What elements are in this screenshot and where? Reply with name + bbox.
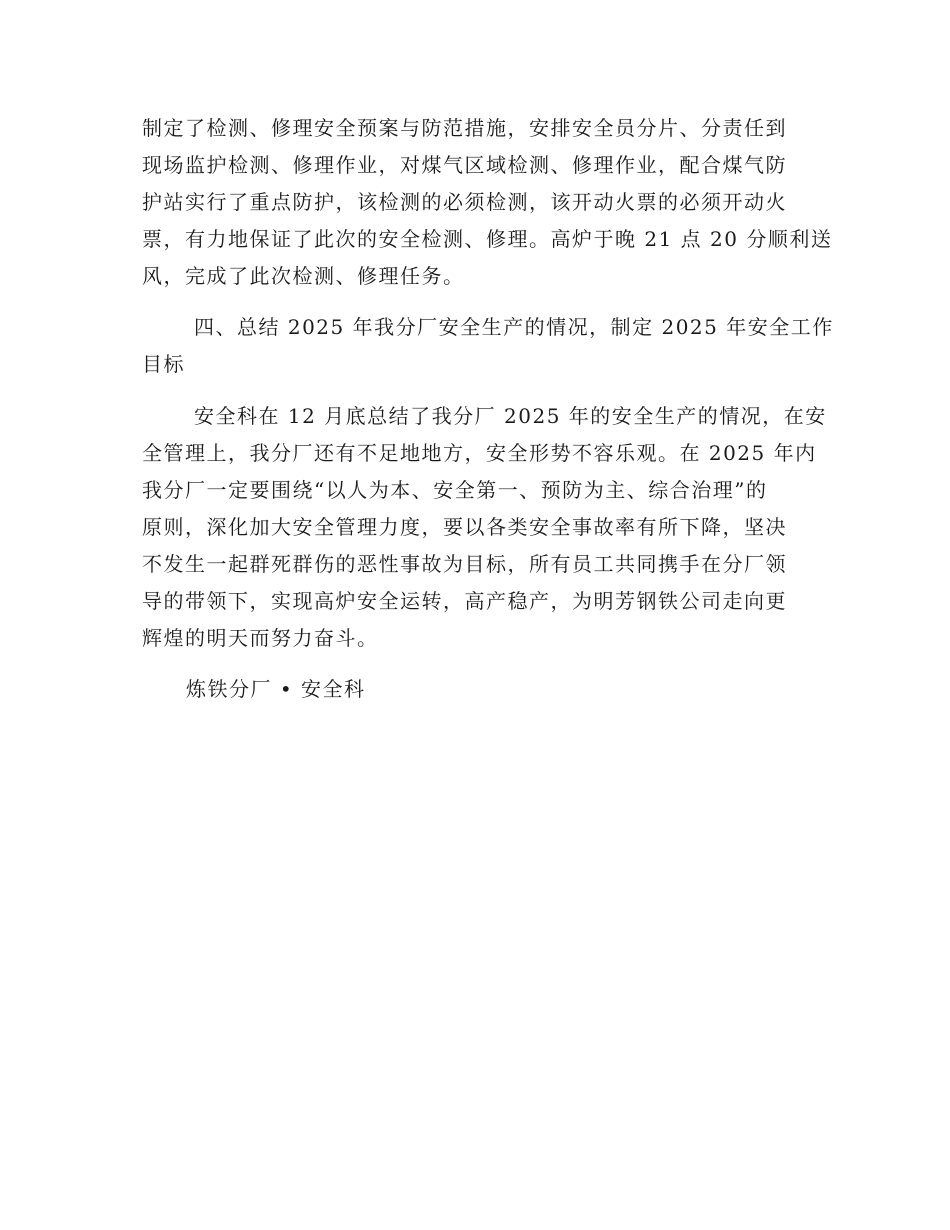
text-line: 不发生一起群死群伤的恶性事故为目标，所有员工共同携手在分厂领 — [142, 552, 787, 576]
body-paragraph-continued — [142, 110, 833, 295]
signature — [186, 671, 856, 708]
text-line: 辉煌的明天而努力奋斗。 — [142, 626, 379, 650]
text-line: 票，有力地保证了此次的安全检测、修理。高炉于晚 21 点 20 分顺利送 — [142, 227, 833, 251]
text-line: 现场监护检测、修理作业，对煤气区域检测、修理作业，配合煤气防 — [142, 153, 787, 177]
text-line: 护站实行了重点防护，该检测的必须检测，该开动火票的必须开动火 — [142, 190, 787, 214]
body-paragraph — [142, 398, 827, 657]
text-line: 我分厂一定要围绕“以人为本、安全第一、预防为主、综合治理”的 — [142, 478, 768, 502]
text-line: 风，完成了此次检测、修理任务。 — [142, 264, 465, 288]
text-line: 全管理上，我分厂还有不足地地方，安全形势不容乐观。在 2025 年内 — [142, 441, 817, 465]
section-heading — [142, 309, 834, 383]
heading-line: 目标 — [142, 352, 185, 376]
text-line: 原则，深化加大安全管理力度，要以各类安全事故率有所下降，坚决 — [142, 515, 787, 539]
heading-line: 四、总结 2025 年我分厂安全生产的情况，制定 2025 年安全工作 — [194, 315, 834, 339]
text-line: 导的带领下，实现高炉安全运转，高产稳产，为明芳钢铁公司走向更 — [142, 589, 787, 613]
signature-text: 炼铁分厂 • 安全科 — [186, 677, 366, 701]
text-line: 制定了检测、修理安全预案与防范措施，安排安全员分片、分责任到 — [142, 116, 787, 140]
text-line: 安全科在 12 月底总结了我分厂 2025 年的安全生产的情况，在安 — [194, 404, 827, 428]
